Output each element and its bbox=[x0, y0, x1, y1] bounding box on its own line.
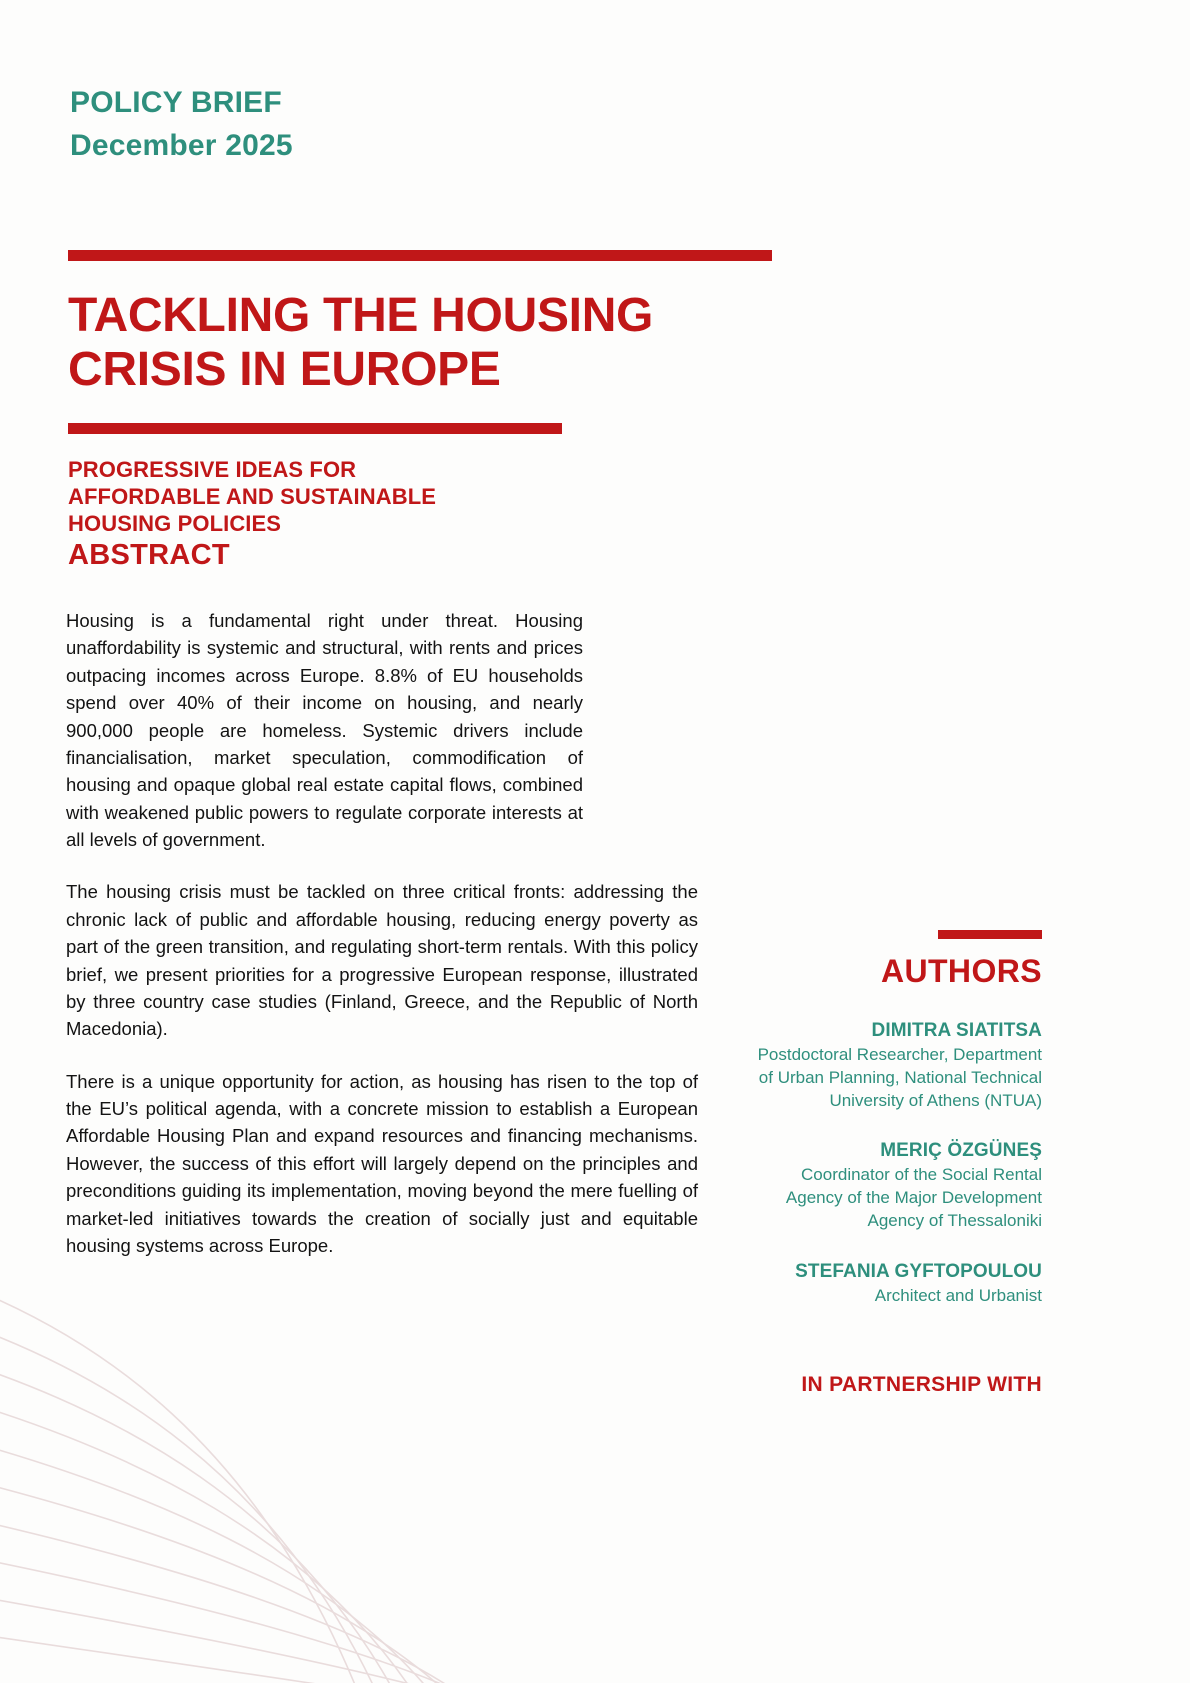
brief-header bbox=[70, 82, 293, 167]
author-affiliation-line: of Urban Planning, National Technical bbox=[758, 1067, 1042, 1087]
abstract-paragraph-2: The housing crisis must be tackled on three critical fronts: addressing the chronic lack of public and affordable housing, reducing energy poverty as part of the green transition, and regulating short-term rentals. With this policy brief, we present priorities for a progressive European response, illustrated by three country case studies (Finland, Greece, and the Republic of North Macedonia). bbox=[66, 881, 698, 1040]
author-affiliation bbox=[712, 1044, 1042, 1112]
author-entry bbox=[712, 1138, 1042, 1232]
page-subtitle-line-3: HOUSING POLICIES bbox=[68, 511, 282, 537]
author-affiliation-line: Architect and Urbanist bbox=[874, 1285, 1042, 1305]
authors-rule bbox=[938, 930, 1042, 939]
abstract-paragraph-3: There is a unique opportunity for action, as housing has risen to the top of the EU’s political agenda, with a concrete mission to establish a European Affordable Housing Plan and expand resources and financing mechanisms. However, the success of this effort will largely depend on the principles and preconditions guiding its implementation, moving beyond the mere fuelling of market-led initiatives towards the creation of socially just and equitable housing systems across Europe. bbox=[66, 1070, 698, 1256]
page-subtitle-line-1: PROGRESSIVE IDEAS FOR bbox=[68, 456, 357, 482]
author-affiliation-line: Coordinator of the Social Rental bbox=[801, 1165, 1042, 1185]
publication-date: December 2025 bbox=[70, 128, 293, 162]
authors-heading: AUTHORS bbox=[880, 953, 1042, 989]
page-title bbox=[68, 289, 788, 397]
abstract-body bbox=[66, 607, 698, 1259]
partnership-label: IN PARTNERSHIP WITH bbox=[801, 1373, 1042, 1396]
author-affiliation bbox=[712, 1164, 1042, 1232]
abstract-heading: ABSTRACT bbox=[68, 539, 230, 571]
author-name: DIMITRA SIATITSA bbox=[871, 1020, 1042, 1041]
page-subtitle-line-2: AFFORDABLE AND SUSTAINABLE bbox=[68, 483, 437, 509]
decorative-curves bbox=[0, 1203, 700, 1683]
title-block bbox=[68, 250, 788, 537]
authors-section bbox=[712, 930, 1042, 1308]
abstract-paragraph-1: Housing is a fundamental right under threat. Housing unaffordability is systemic and structural, with rents and prices outpacing incomes across Europe. 8.8% of EU households spend over 40% of their income on housing, and nearly 900,000 people are homeless. Systemic drivers include financialisation, market speculation, commodification of housing and opaque global real estate capital flows, combined with weakened public powers to regulate corporate interests at all levels of government. bbox=[66, 610, 583, 850]
author-affiliation-line: University of Athens (NTUA) bbox=[829, 1090, 1042, 1110]
author-affiliation bbox=[712, 1285, 1042, 1308]
title-rule-middle bbox=[68, 423, 562, 434]
author-name: STEFANIA GYFTOPOULOU bbox=[795, 1260, 1042, 1282]
page-title-line-1: TACKLING THE HOUSING bbox=[68, 289, 654, 342]
author-entry bbox=[712, 1259, 1042, 1308]
title-rule-top bbox=[68, 250, 772, 261]
page-title-line-2: CRISIS IN EUROPE bbox=[68, 342, 501, 396]
page-subtitle bbox=[68, 456, 788, 538]
author-affiliation-line: Agency of Thessaloniki bbox=[867, 1210, 1042, 1230]
author-entry bbox=[712, 1018, 1042, 1112]
author-affiliation-line: Postdoctoral Researcher, Department bbox=[757, 1045, 1042, 1065]
author-name: MERIÇ ÖZGÜNEŞ bbox=[880, 1140, 1042, 1162]
policy-brief-kicker: POLICY BRIEF bbox=[70, 86, 282, 119]
author-affiliation-line: Agency of the Major Development bbox=[785, 1188, 1042, 1208]
